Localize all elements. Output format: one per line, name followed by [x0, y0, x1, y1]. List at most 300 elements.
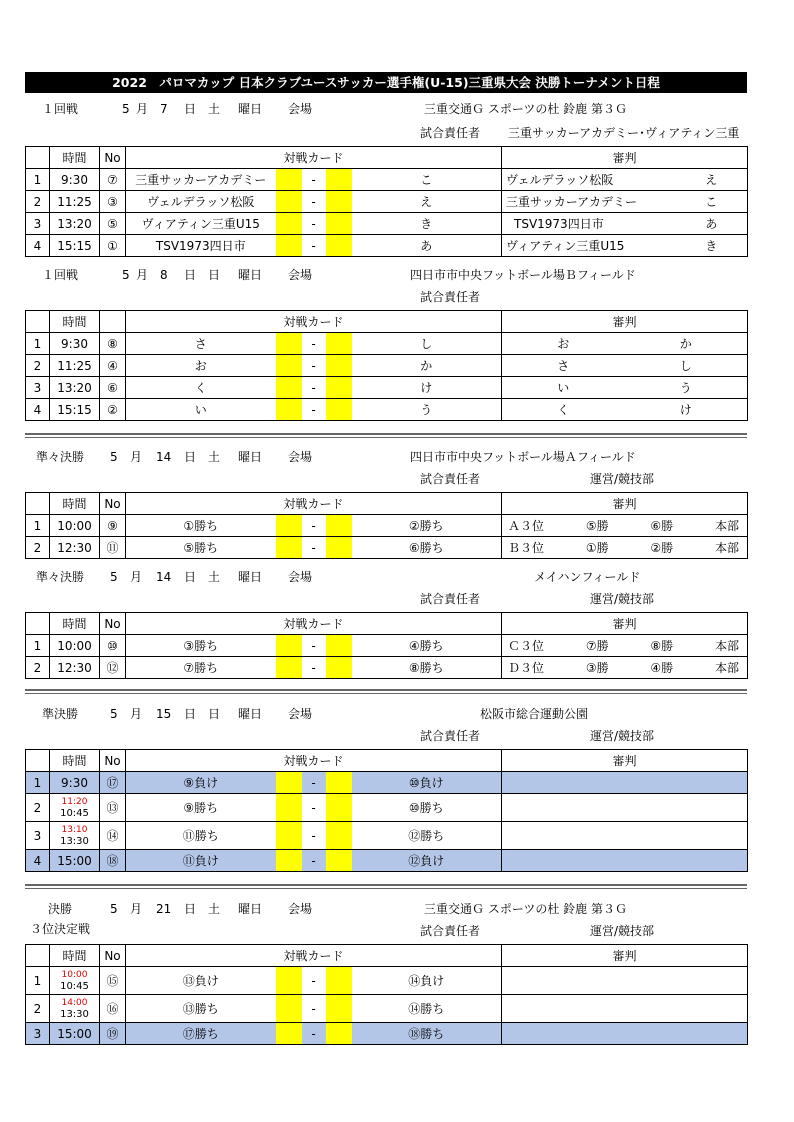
table-cell: [502, 1023, 748, 1045]
table-cell: [502, 794, 748, 822]
day: 14: [156, 450, 172, 464]
table-cell: [26, 750, 50, 772]
table-cell: [326, 772, 352, 794]
table-cell: [326, 635, 352, 657]
table-cell: い: [126, 399, 276, 421]
table-cell: 12:30: [50, 537, 100, 559]
table-row: [26, 995, 748, 1023]
day-unit: 日: [184, 707, 197, 721]
table-cell: 11:25: [50, 191, 100, 213]
weekday-label: 曜日: [238, 707, 263, 721]
day-unit: 日: [184, 102, 197, 116]
cell-text: 10:45: [60, 980, 89, 992]
table-row: [26, 1023, 748, 1045]
table-cell: [276, 377, 302, 399]
table-cell: 審判: [502, 613, 748, 635]
cell-text: Ｄ３位: [508, 661, 545, 675]
responsible-label: 試合責任者: [420, 472, 481, 486]
cell-text: ⑤勝: [585, 519, 609, 533]
table-row: [26, 235, 748, 257]
table-cell: [326, 967, 352, 995]
table-cell: ②勝ち: [352, 515, 502, 537]
table-cell: [502, 537, 748, 559]
venue-name: 三重交通Ｇ スポーツの杜 鈴鹿 第３Ｇ: [424, 102, 627, 116]
cell-text: Ａ３位: [508, 519, 545, 533]
table-cell: 時間: [50, 493, 100, 515]
table-cell: 9:30: [50, 772, 100, 794]
cell-text: Ｃ３位: [508, 639, 545, 653]
table-cell: い: [502, 377, 625, 399]
table-row: [26, 772, 748, 794]
match-table: [25, 944, 748, 1045]
table-cell: ⑩勝ち: [352, 794, 502, 822]
referee-team: TSV1973四日市: [502, 213, 676, 235]
table-cell: -: [302, 515, 326, 537]
table-cell: け: [625, 399, 748, 421]
table-cell: [276, 355, 302, 377]
table-cell: 1: [26, 169, 50, 191]
responsible-name: 三重サッカーアカデミー･ヴィアティン三重: [508, 126, 740, 140]
weekday: 日: [208, 268, 221, 282]
table-cell: ③勝ち: [126, 635, 276, 657]
table-cell: ⑬勝ち: [126, 995, 276, 1023]
month: 5: [110, 707, 118, 721]
table-cell: 1: [26, 333, 50, 355]
table-cell: 対戦カード: [126, 750, 502, 772]
cell-text: 13:30: [60, 1008, 89, 1020]
separator: [25, 433, 747, 438]
table-cell: ⑫負け: [352, 850, 502, 872]
table-cell: -: [302, 822, 326, 850]
table-cell: [26, 613, 50, 635]
day: 15: [156, 707, 172, 721]
table-cell: お: [502, 333, 625, 355]
cell-text: ⑦勝: [585, 639, 609, 653]
table-cell: [276, 995, 302, 1023]
table-cell: お: [126, 355, 276, 377]
cell-text: ③勝: [585, 661, 609, 675]
cell-text: 本部: [714, 541, 739, 555]
table-cell: [502, 635, 748, 657]
table-cell: ②: [100, 399, 126, 421]
cell-text: ②勝: [650, 541, 674, 555]
match-table: [25, 310, 748, 421]
table-cell: [26, 945, 50, 967]
cell-text: ⑥勝: [650, 519, 674, 533]
table-cell: -: [302, 772, 326, 794]
table-cell: [276, 515, 302, 537]
table-row: [26, 537, 748, 559]
table-cell: -: [302, 169, 326, 191]
table-cell: -: [302, 1023, 326, 1045]
table-cell: 時間: [50, 147, 100, 169]
table-cell: No: [100, 945, 126, 967]
cell-text: Ｂ３位: [508, 541, 545, 555]
score-home: [276, 213, 302, 235]
weekday-label: 曜日: [238, 268, 263, 282]
table-row: [26, 794, 748, 822]
table-cell: ⑰: [100, 772, 126, 794]
venue-label: 会場: [288, 450, 313, 464]
venue-label: 会場: [288, 268, 313, 282]
table-row: [26, 657, 748, 679]
month-unit: 月: [136, 102, 149, 116]
table-cell: [100, 311, 126, 333]
table-cell: -: [302, 399, 326, 421]
table-row: [26, 213, 748, 235]
table-cell: [276, 772, 302, 794]
score-home: [276, 191, 302, 213]
table-cell: 12:30: [50, 657, 100, 679]
table-cell: 2: [26, 191, 50, 213]
table-cell: 時間: [50, 750, 100, 772]
weekday: 土: [208, 902, 221, 916]
table-cell: -: [302, 967, 326, 995]
table-cell: 13:20: [50, 377, 100, 399]
table-cell: 15:00: [50, 850, 100, 872]
table-cell: No: [100, 493, 126, 515]
table-cell: [50, 794, 100, 822]
table-cell: ⑧: [100, 333, 126, 355]
match-table: [25, 749, 748, 872]
table-cell: 3: [26, 377, 50, 399]
table-cell: ⑭: [100, 822, 126, 850]
cell-text: 14:00: [61, 997, 88, 1008]
cell-text: ⑧勝: [650, 639, 674, 653]
away-team: こ: [352, 169, 502, 191]
home-team: 三重サッカーアカデミー: [126, 169, 276, 191]
responsible-name: 運営/競技部: [590, 729, 655, 743]
referee-slot: き: [676, 235, 748, 257]
table-cell: ⑥勝ち: [352, 537, 502, 559]
table-row: [26, 399, 748, 421]
table-cell: [502, 995, 748, 1023]
day: 14: [156, 570, 172, 584]
table-cell: 審判: [502, 311, 748, 333]
weekday-label: 曜日: [238, 902, 263, 916]
venue-name: メイハンフィールド: [534, 570, 641, 584]
responsible-label: 試合責任者: [420, 924, 481, 938]
table-cell: [276, 333, 302, 355]
table-cell: ⑤勝ち: [126, 537, 276, 559]
cell-text: 本部: [714, 661, 739, 675]
home-team: ヴィアティン三重U15: [126, 213, 276, 235]
table-cell: [502, 850, 748, 872]
table-cell: 対戦カード: [126, 945, 502, 967]
table-cell: ⑨負け: [126, 772, 276, 794]
table-cell: 対戦カード: [126, 613, 502, 635]
table-cell: 時間: [50, 613, 100, 635]
table-cell: 対戦カード: [126, 311, 502, 333]
table-cell: ⑤: [100, 213, 126, 235]
table-cell: [276, 1023, 302, 1045]
venue-name: 四日市市中央フットボール場Ａフィールド: [410, 450, 636, 464]
table-cell: ①勝ち: [126, 515, 276, 537]
month-unit: 月: [130, 570, 143, 584]
table-cell: [502, 515, 748, 537]
table-cell: 11:25: [50, 355, 100, 377]
table-cell: 4: [26, 850, 50, 872]
table-cell: [326, 399, 352, 421]
table-cell: ⑬負け: [126, 967, 276, 995]
cell-text: 13:30: [60, 835, 89, 847]
round-label: 準々決勝: [36, 570, 85, 584]
weekday: 日: [208, 707, 221, 721]
table-cell: ⑥: [100, 377, 126, 399]
table-cell: [50, 995, 100, 1023]
table-cell: -: [302, 635, 326, 657]
day-unit: 日: [184, 450, 197, 464]
table-cell: 1: [26, 967, 50, 995]
table-cell: [50, 822, 100, 850]
separator: [25, 884, 747, 889]
table-cell: [326, 995, 352, 1023]
table-cell: 10:00: [50, 635, 100, 657]
table-cell: 対戦カード: [126, 147, 502, 169]
match-table: [25, 146, 748, 257]
referee-team: 三重サッカーアカデミー: [502, 191, 676, 213]
table-cell: [276, 822, 302, 850]
table-cell: -: [302, 657, 326, 679]
separator: [25, 689, 747, 694]
table-cell: ⑫勝ち: [352, 822, 502, 850]
score-away: [326, 213, 352, 235]
cell-text: 11:20: [61, 796, 88, 807]
table-cell: -: [302, 995, 326, 1023]
table-cell: ⑩: [100, 635, 126, 657]
table-cell: 2: [26, 355, 50, 377]
table-cell: 審判: [502, 493, 748, 515]
match-table: [25, 492, 748, 559]
table-row: [26, 355, 748, 377]
table-cell: No: [100, 613, 126, 635]
table-header: [26, 945, 748, 967]
table-cell: ⑪: [100, 537, 126, 559]
cell-text: 10:45: [60, 807, 89, 819]
table-header: [26, 613, 748, 635]
table-cell: 時間: [50, 945, 100, 967]
table-cell: [326, 850, 352, 872]
month: 5: [110, 902, 118, 916]
table-cell: 審判: [502, 147, 748, 169]
table-cell: -: [302, 235, 326, 257]
table-header: [26, 493, 748, 515]
table-cell: か: [352, 355, 502, 377]
table-cell: [26, 311, 50, 333]
table-cell: し: [625, 355, 748, 377]
table-cell: 2: [26, 537, 50, 559]
table-cell: [326, 657, 352, 679]
table-cell: 2: [26, 657, 50, 679]
responsible-label: 試合責任者: [420, 729, 481, 743]
table-cell: ①: [100, 235, 126, 257]
table-cell: ⑫: [100, 657, 126, 679]
table-cell: [326, 794, 352, 822]
day-unit: 日: [184, 570, 197, 584]
venue-name: 三重交通Ｇ スポーツの杜 鈴鹿 第３Ｇ: [424, 902, 627, 916]
venue-name: 松阪市総合運動公園: [480, 707, 589, 721]
weekday: 土: [208, 570, 221, 584]
month-unit: 月: [136, 268, 149, 282]
weekday: 土: [208, 102, 221, 116]
month: 5: [110, 570, 118, 584]
table-cell: No: [100, 147, 126, 169]
table-cell: 時間: [50, 311, 100, 333]
table-row: [26, 822, 748, 850]
table-cell: ④: [100, 355, 126, 377]
table-cell: ⑨: [100, 515, 126, 537]
table-row: [26, 333, 748, 355]
venue-name: 四日市市中央フットボール場Ｂフィールド: [410, 268, 636, 282]
day-unit: 日: [184, 268, 197, 282]
table-cell: [326, 377, 352, 399]
table-cell: -: [302, 377, 326, 399]
table-cell: 15:15: [50, 235, 100, 257]
responsible-label: 試合責任者: [420, 592, 481, 606]
table-cell: 15:00: [50, 1023, 100, 1045]
responsible-label: 試合責任者: [420, 126, 481, 140]
table-cell: ⑦: [100, 169, 126, 191]
table-cell: ⑭負け: [352, 967, 502, 995]
table-cell: く: [502, 399, 625, 421]
month-unit: 月: [130, 902, 143, 916]
sub-round-label: ３位決定戦: [30, 922, 91, 936]
month-unit: 月: [130, 707, 143, 721]
table-cell: -: [302, 333, 326, 355]
away-team: き: [352, 213, 502, 235]
table-cell: ⑪勝ち: [126, 822, 276, 850]
table-cell: -: [302, 537, 326, 559]
table-cell: [276, 635, 302, 657]
venue-label: 会場: [288, 707, 313, 721]
table-cell: ⑱勝ち: [352, 1023, 502, 1045]
table-cell: う: [625, 377, 748, 399]
table-row: [26, 169, 748, 191]
table-cell: う: [352, 399, 502, 421]
table-cell: 2: [26, 995, 50, 1023]
table-cell: 10:00: [50, 515, 100, 537]
cell-text: ④勝: [650, 661, 674, 675]
month-unit: 月: [130, 450, 143, 464]
score-away: [326, 169, 352, 191]
round-label: １回戦: [42, 268, 79, 282]
table-cell: ⑮: [100, 967, 126, 995]
table-cell: ⑦勝ち: [126, 657, 276, 679]
table-row: [26, 377, 748, 399]
table-cell: [502, 822, 748, 850]
away-team: あ: [352, 235, 502, 257]
table-cell: し: [352, 333, 502, 355]
table-cell: [26, 147, 50, 169]
table-cell: [502, 772, 748, 794]
table-cell: ⑨勝ち: [126, 794, 276, 822]
table-cell: [326, 822, 352, 850]
table-row: [26, 515, 748, 537]
table-cell: [276, 537, 302, 559]
table-cell: [50, 967, 100, 995]
table-header: [26, 311, 748, 333]
table-cell: 2: [26, 794, 50, 822]
table-cell: 4: [26, 399, 50, 421]
table-cell: 1: [26, 635, 50, 657]
weekday: 土: [208, 450, 221, 464]
table-cell: [326, 355, 352, 377]
table-cell: ⑲: [100, 1023, 126, 1045]
table-cell: さ: [126, 333, 276, 355]
table-cell: -: [302, 213, 326, 235]
table-cell: -: [302, 850, 326, 872]
table-cell: -: [302, 794, 326, 822]
day: 21: [156, 902, 172, 916]
venue-label: 会場: [288, 902, 313, 916]
weekday-label: 曜日: [238, 102, 263, 116]
table-cell: ⑪負け: [126, 850, 276, 872]
table-cell: さ: [502, 355, 625, 377]
responsible-name: 運営/競技部: [590, 472, 655, 486]
table-cell: ⑧勝ち: [352, 657, 502, 679]
referee-team: ヴェルデラッソ松阪: [502, 169, 676, 191]
day-unit: 日: [184, 902, 197, 916]
table-cell: ⑱: [100, 850, 126, 872]
table-cell: く: [126, 377, 276, 399]
away-team: え: [352, 191, 502, 213]
round-label: １回戦: [42, 102, 79, 116]
table-cell: ⑯: [100, 995, 126, 1023]
table-cell: [276, 399, 302, 421]
table-row: [26, 191, 748, 213]
table-cell: 審判: [502, 945, 748, 967]
month: 5: [110, 450, 118, 464]
table-cell: -: [302, 355, 326, 377]
score-home: [276, 169, 302, 191]
table-cell: ⑬: [100, 794, 126, 822]
venue-label: 会場: [288, 102, 313, 116]
table-row: [26, 967, 748, 995]
month: 5: [122, 102, 130, 116]
table-cell: [502, 657, 748, 679]
referee-slot: あ: [676, 213, 748, 235]
venue-label: 会場: [288, 570, 313, 584]
responsible-name: 運営/競技部: [590, 592, 655, 606]
match-table: [25, 612, 748, 679]
score-home: [276, 235, 302, 257]
table-cell: ⑩負け: [352, 772, 502, 794]
table-cell: 9:30: [50, 169, 100, 191]
table-cell: [276, 657, 302, 679]
day: 8: [160, 268, 168, 282]
table-cell: -: [302, 191, 326, 213]
table-cell: 1: [26, 515, 50, 537]
referee-slot: え: [676, 169, 748, 191]
table-header: [26, 750, 748, 772]
referee-slot: こ: [676, 191, 748, 213]
score-away: [326, 235, 352, 257]
table-cell: [502, 967, 748, 995]
table-cell: [276, 850, 302, 872]
round-label: 準決勝: [42, 707, 79, 721]
month: 5: [122, 268, 130, 282]
weekday-label: 曜日: [238, 570, 263, 584]
cell-text: 13:10: [61, 824, 88, 835]
cell-text: 10:00: [61, 969, 88, 980]
table-row: [26, 850, 748, 872]
table-cell: 対戦カード: [126, 493, 502, 515]
table-row: [26, 635, 748, 657]
table-cell: [326, 1023, 352, 1045]
home-team: TSV1973四日市: [126, 235, 276, 257]
cell-text: 本部: [714, 519, 739, 533]
table-cell: 3: [26, 822, 50, 850]
